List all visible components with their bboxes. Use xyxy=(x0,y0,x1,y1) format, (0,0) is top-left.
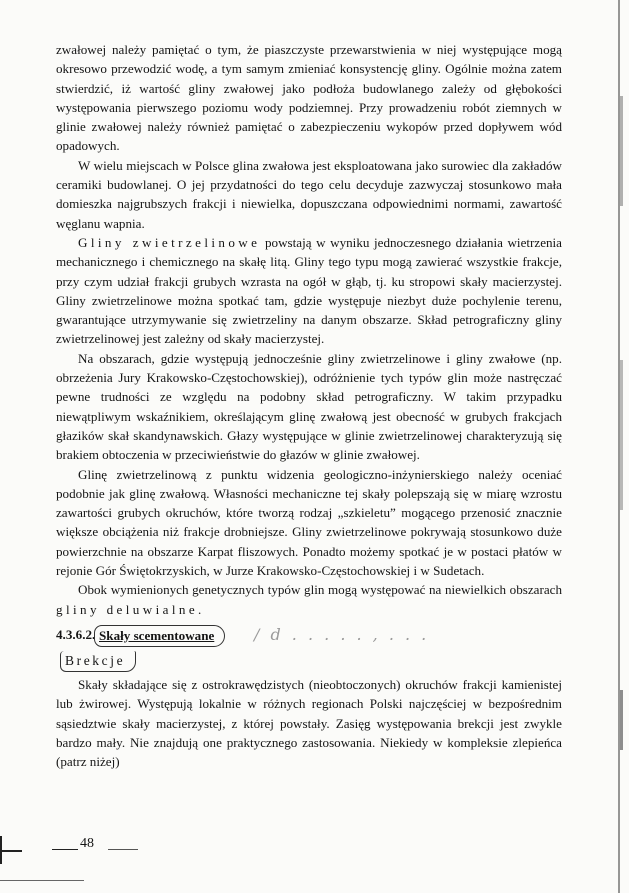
subsection-title: Brekcje xyxy=(60,651,136,672)
footer-bottom-rule xyxy=(0,880,84,881)
paragraph-6-text: Obok wymienionych genetycznych typów glin mogą występować na niewielkich obszarach xyxy=(78,582,562,598)
paragraph-3-text: powstają w wyniku jednoczesnego działania wietrzenia mechanicznego i chemicznego na skałę litą. Gliny tego typu mogą zawierać wszystkie frakcje, przy czym udział frakcji grubych wzrasta na ogół w głąb, tj. ku stropowi skały macierzystej. Gliny zwietrzelinowe można spotkać tam, gdzie występuje niezbyt duże pochylenie terenu, gwarantujące utrzymywanie się zwietrzeliny na danym obszarze. Skład petrograficzny gliny zwietrzelinowej jest zależny od skały macierzystej. xyxy=(56,234,562,347)
term-gliny-zwietrzelinowe: Gliny zwietrzelinowe xyxy=(78,234,261,250)
page-number: 48 xyxy=(80,836,94,851)
right-margin-tick-2 xyxy=(620,360,623,510)
page-text-body xyxy=(56,40,562,771)
paragraph-5: Glinę zwietrzelinową z punktu widzenia geologiczno-inżynierskiego należy oceniać podobnie jak glinę zwałową. Własności mechaniczne tej skały polepszają się w miarę wzrostu zawartości grubych okruchów, które tworzą rodzaj „szkieletu” mogącego przenosić znacznie większe obciążenia niż frakcje drobniejsze. Gliny zwietrzelinowe pokrywają stosunkowo duże powierzchnie na obszarze Karpat fliszowych. Ponadto możemy spotkać je w postaci płatów w rejonie Gór Świętokrzyskich, w Jurze Krakowsko-Częstochowskiej i w Sudetach. xyxy=(56,466,562,579)
handwritten-note: / d . . . . . , . . . xyxy=(254,624,430,644)
section-number: 4.3.6.2. xyxy=(56,626,96,642)
paragraph-7: Skały składające się z ostrokrawędzistych (nieobtoczonych) okruchów frakcji kamienistej lub żwirowej. Występują lokalnie w różnych regionach Polski najczęściej w bezpośrednim sąsiedztwie skały macierzystej, z której powstały. Zasięg występowania brekcji jest zwykle bardzo mały. Nie znajdują one praktycznego zastosowania. Niekiedy w kompleksie zlepieńca (patrz niżej) xyxy=(56,676,562,770)
page-footer xyxy=(0,836,629,893)
section-heading xyxy=(56,623,562,647)
footer-left-rule xyxy=(0,850,22,852)
footer-dash-right xyxy=(108,849,138,850)
footer-dash-left xyxy=(52,849,78,850)
paragraph-3 xyxy=(56,233,562,349)
paragraph-6 xyxy=(56,580,562,619)
footer-left-mark xyxy=(0,836,2,864)
right-margin-tick-1 xyxy=(620,96,623,206)
right-margin-tick-3 xyxy=(620,690,623,750)
subsection-row xyxy=(56,649,562,675)
paragraph-1: zwałowej należy pamiętać o tym, że piaszczyste przewarstwienia w niej występujące mogą okresowo przewodzić wodę, a tym samym zmieniać konsystencję gliny. Ogólnie można zatem stwierdzić, iż wartość gliny zwałowej jako podłoża budowlanego zależy od głębokości występowania pierwszego poziomu wody podziemnej. Przy prowadzeniu robót ziemnych w glinie zwałowej należy również pamiętać o zabezpieczeniu wykopów przed dopływem wód opadowych. xyxy=(56,42,562,154)
term-gliny-deluwialne: gliny deluwialne. xyxy=(56,601,205,617)
section-title: Skały scementowane xyxy=(94,625,225,647)
paragraph-2: W wielu miejscach w Polsce glina zwałowa jest eksploatowana jako surowiec dla zakładów ceramiki budowlanej. O jej przydatności do tego celu decyduje zazwyczaj stosunkowo mała domieszka najgrubszych frakcji i niewielka, dopuszczana odpowiednimi normami, zawartość węglanu wapnia. xyxy=(56,157,562,231)
paragraph-4: Na obszarach, gdzie występują jednocześnie gliny zwietrzelinowe i gliny zwałowe (np. obrzeżenia Jury Krakowsko-Częstochowskiej), odróżnienie tych typów glin może nastręczać pewne trudności ze względu na podobny skład petrograficzny. W takim przypadku niewątpliwym wskaźnikiem, określającym glinę zwałową jest obecność w grubych frakcjach głazików skał skandynawskich. Głazy występujące w glinie zwietrzelinowej charakteryzują się brakiem obtoczenia w przeciwieństwie do głazów w glinie zwałowej. xyxy=(56,350,562,463)
